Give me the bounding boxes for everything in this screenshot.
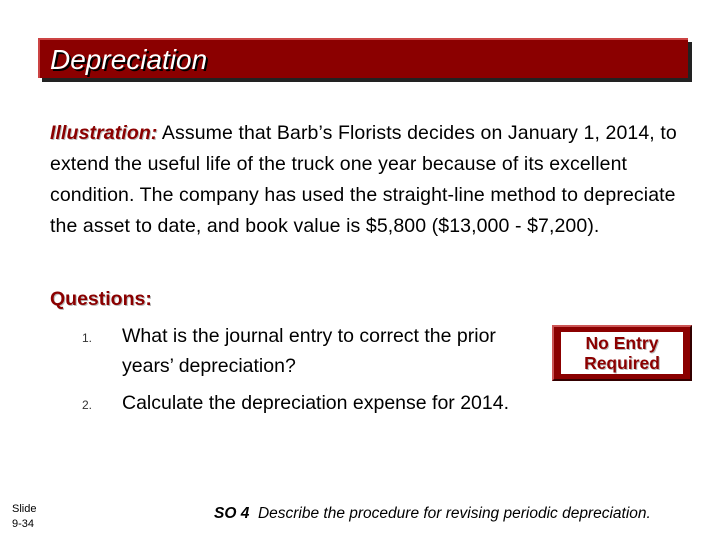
- answer-box: [552, 325, 692, 381]
- question-text: Calculate the depreciation expense for 2014.: [122, 392, 510, 414]
- study-objective-footer: [214, 505, 651, 523]
- study-objective-text: Describe the procedure for revising periodic depreciation.: [257, 505, 651, 522]
- page-title: Depreciation: [50, 44, 208, 75]
- illustration-paragraph: [50, 118, 680, 242]
- slide-label: [12, 502, 36, 532]
- slide-number: 9-34: [12, 518, 35, 530]
- question-text: What is the journal entry to correct the prior years’ depreciation?: [122, 325, 496, 377]
- study-objective-number: SO 4: [214, 505, 250, 522]
- slide-label-text: Slide: [12, 503, 37, 515]
- questions-label: Questions:: [50, 288, 152, 310]
- title-bar: [38, 38, 688, 78]
- question-number: 2.: [82, 398, 93, 412]
- illustration-text: Assume that Barb’s Florists decides on January 1, 2014, to extend the useful life of the truck one year because of its excellent condition. The company has used the straight-line method to depreciate the asset to date, and book value is $5,800 ($13,000 - $7,200).: [50, 122, 677, 237]
- answer-text: No Entry Required: [561, 332, 683, 374]
- question-number: 1.: [82, 331, 93, 345]
- illustration-label: Illustration:: [50, 122, 158, 144]
